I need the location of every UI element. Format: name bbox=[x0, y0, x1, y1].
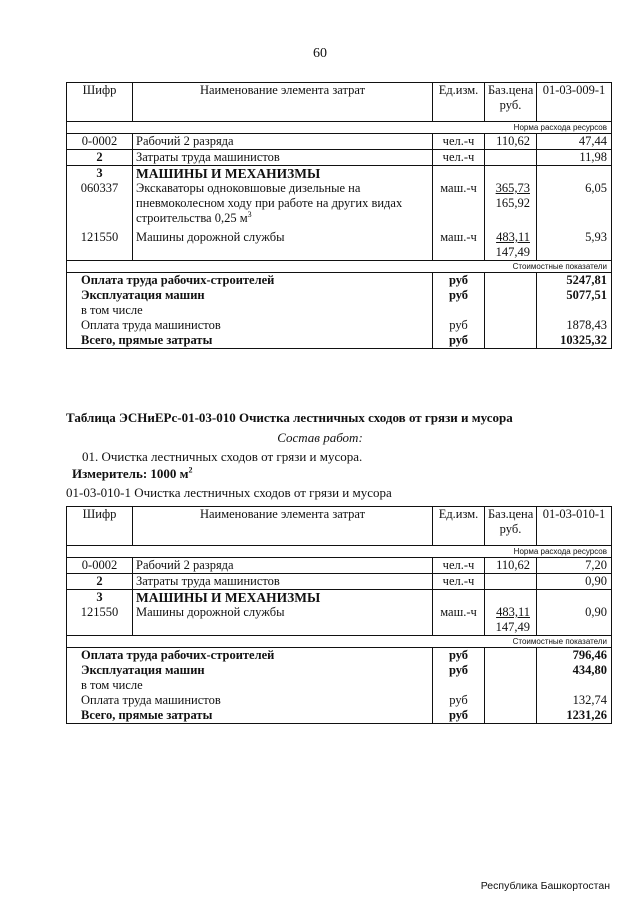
cost-value: 5247,81 bbox=[537, 273, 612, 289]
row-price bbox=[485, 605, 537, 636]
table-row bbox=[67, 574, 612, 590]
header-name: Наименование элемента затрат bbox=[133, 83, 433, 122]
row-value: 11,98 bbox=[537, 150, 612, 166]
resource-norm-label: Норма расхода ресурсов bbox=[67, 546, 612, 558]
row-value: 5,93 bbox=[537, 226, 612, 261]
row-unit: чел.-ч bbox=[433, 150, 485, 166]
table-row bbox=[67, 150, 612, 166]
group-row bbox=[67, 590, 612, 606]
cost-value: 1878,43 bbox=[537, 318, 612, 333]
meter-text: Измеритель: 1000 м bbox=[72, 466, 189, 481]
cost-row bbox=[67, 318, 612, 333]
norm-subheading: 01-03-010-1 Очистка лестничных сходов от грязи и мусора bbox=[66, 485, 392, 500]
cost-label: Оплата труда машинистов bbox=[67, 693, 433, 708]
row-price bbox=[485, 150, 537, 166]
cost-unit: руб bbox=[433, 648, 485, 664]
price-wage: 147,49 bbox=[495, 620, 530, 634]
header-code: Шифр bbox=[67, 507, 133, 546]
group-code: 3 bbox=[67, 166, 133, 182]
cost-label: Эксплуатация машин bbox=[67, 288, 433, 303]
cost-row bbox=[67, 288, 612, 303]
header-price-line1: Баз.цена bbox=[488, 507, 534, 521]
meter-label bbox=[72, 466, 193, 482]
cost-label: Эксплуатация машин bbox=[67, 663, 433, 678]
price-total: 483,11 bbox=[496, 605, 530, 619]
cost-indicators-label: Стоимостные показатели bbox=[67, 636, 612, 648]
cost-unit: руб bbox=[433, 693, 485, 708]
header-norm-code: 01-03-009-1 bbox=[537, 83, 612, 122]
row-code: 2 bbox=[67, 574, 133, 590]
cost-unit: руб bbox=[433, 273, 485, 289]
row-name: Затраты труда машинистов bbox=[133, 150, 433, 166]
resource-norm-label: Норма расхода ресурсов bbox=[67, 122, 612, 134]
price-wage: 165,92 bbox=[495, 196, 530, 210]
row-price bbox=[485, 226, 537, 261]
row-name: Машины дорожной службы bbox=[133, 226, 433, 261]
price-total: 483,11 bbox=[496, 230, 530, 244]
row-price bbox=[485, 181, 537, 226]
cost-indicators-label: Стоимостные показатели bbox=[67, 261, 612, 273]
table-row bbox=[67, 558, 612, 574]
meter-sup: 2 bbox=[188, 465, 193, 475]
row-price bbox=[485, 574, 537, 590]
cost-unit: руб bbox=[433, 708, 485, 724]
cost-value: 132,74 bbox=[537, 693, 612, 708]
row-value: 6,05 bbox=[537, 181, 612, 226]
header-unit: Ед.изм. bbox=[433, 83, 485, 122]
row-name: Рабочий 2 разряда bbox=[133, 134, 433, 150]
row-code: 0-0002 bbox=[67, 558, 133, 574]
row-name-sup: 3 bbox=[247, 209, 252, 219]
cost-value: 10325,32 bbox=[537, 333, 612, 349]
row-value: 47,44 bbox=[537, 134, 612, 150]
cost-row bbox=[67, 303, 612, 318]
cost-row bbox=[67, 693, 612, 708]
row-price: 110,62 bbox=[485, 558, 537, 574]
header-price bbox=[485, 507, 537, 546]
header-code: Шифр bbox=[67, 83, 133, 122]
header-price-line2: руб. bbox=[499, 98, 522, 112]
cost-label: Оплата труда рабочих-строителей bbox=[67, 648, 433, 664]
cost-label: Оплата труда рабочих-строителей bbox=[67, 273, 433, 289]
resource-table-2 bbox=[66, 506, 612, 724]
row-name bbox=[133, 181, 433, 226]
row-value: 7,20 bbox=[537, 558, 612, 574]
cost-row bbox=[67, 273, 612, 289]
cost-value: 796,46 bbox=[537, 648, 612, 664]
cost-value: 1231,26 bbox=[537, 708, 612, 724]
row-unit: маш.-ч bbox=[433, 226, 485, 261]
row-value: 0,90 bbox=[537, 574, 612, 590]
table-title: Таблица ЭСНиЕРс-01-03-010 Очистка лестничных сходов от грязи и мусора bbox=[66, 410, 513, 425]
row-name: Затраты труда машинистов bbox=[133, 574, 433, 590]
cost-value: 5077,51 bbox=[537, 288, 612, 303]
row-unit: маш.-ч bbox=[433, 605, 485, 636]
row-code: 121550 bbox=[67, 226, 133, 261]
row-code: 0-0002 bbox=[67, 134, 133, 150]
row-value: 0,90 bbox=[537, 605, 612, 636]
header-unit: Ед.изм. bbox=[433, 507, 485, 546]
page-number: 60 bbox=[313, 46, 327, 61]
row-code: 060337 bbox=[67, 181, 133, 226]
cost-row bbox=[67, 333, 612, 349]
work-item: 01. Очистка лестничных сходов от грязи и мусора. bbox=[82, 449, 363, 464]
table-row bbox=[67, 226, 612, 261]
price-total: 365,73 bbox=[495, 181, 530, 195]
table-row bbox=[67, 181, 612, 226]
row-name: Машины дорожной службы bbox=[133, 605, 433, 636]
price-wage: 147,49 bbox=[495, 245, 530, 259]
cost-row bbox=[67, 648, 612, 664]
cost-unit: руб bbox=[433, 288, 485, 303]
group-name: МАШИНЫ И МЕХАНИЗМЫ bbox=[133, 590, 433, 606]
header-price-line1: Баз.цена bbox=[488, 83, 534, 97]
row-code: 2 bbox=[67, 150, 133, 166]
row-price: 110,62 bbox=[485, 134, 537, 150]
cost-label: Всего, прямые затраты bbox=[67, 333, 433, 349]
row-code: 121550 bbox=[67, 605, 133, 636]
row-unit: чел.-ч bbox=[433, 134, 485, 150]
work-composition-label: Состав работ: bbox=[277, 430, 363, 445]
cost-row bbox=[67, 663, 612, 678]
cost-row bbox=[67, 678, 612, 693]
cost-unit: руб bbox=[433, 318, 485, 333]
footer-region: Республика Башкортостан bbox=[480, 880, 610, 892]
group-name: МАШИНЫ И МЕХАНИЗМЫ bbox=[133, 166, 433, 182]
cost-row bbox=[67, 708, 612, 724]
header-price-line2: руб. bbox=[499, 522, 522, 536]
table-row bbox=[67, 134, 612, 150]
group-code: 3 bbox=[67, 590, 133, 606]
row-name: Рабочий 2 разряда bbox=[133, 558, 433, 574]
header-price bbox=[485, 83, 537, 122]
row-name-text: Экскаваторы одноковшовые дизельные на пневмоколесном ходу при работе на других видах строительства 0,25 м bbox=[136, 181, 403, 225]
header-name: Наименование элемента затрат bbox=[133, 507, 433, 546]
header-norm-code: 01-03-010-1 bbox=[537, 507, 612, 546]
cost-label: в том числе bbox=[67, 678, 433, 693]
cost-unit: руб bbox=[433, 333, 485, 349]
cost-label: Оплата труда машинистов bbox=[67, 318, 433, 333]
resource-table-1 bbox=[66, 82, 612, 349]
cost-value: 434,80 bbox=[537, 663, 612, 678]
group-row bbox=[67, 166, 612, 182]
cost-label: Всего, прямые затраты bbox=[67, 708, 433, 724]
row-unit: чел.-ч bbox=[433, 574, 485, 590]
table-row bbox=[67, 605, 612, 636]
cost-unit: руб bbox=[433, 663, 485, 678]
cost-label: в том числе bbox=[67, 303, 433, 318]
row-unit: чел.-ч bbox=[433, 558, 485, 574]
row-unit: маш.-ч bbox=[433, 181, 485, 226]
